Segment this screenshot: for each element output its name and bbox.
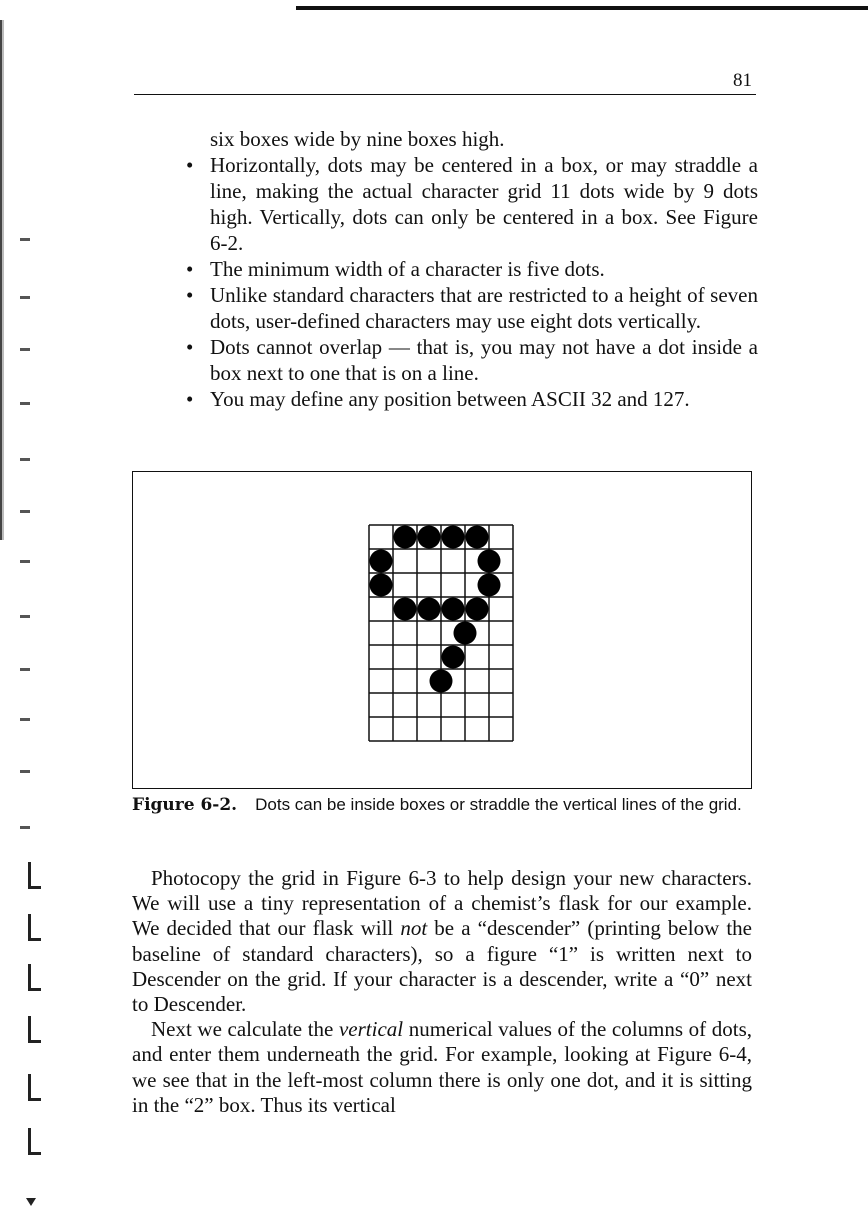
grid-dot [370, 574, 393, 597]
margin-tick [20, 718, 30, 721]
margin-bracket [28, 914, 41, 941]
margin-bracket [28, 1074, 41, 1101]
grid-dot [370, 550, 393, 573]
top-edge-rule [296, 6, 868, 10]
grid-dot [466, 526, 489, 549]
margin-bracket [28, 1128, 41, 1155]
grid-dot [418, 598, 441, 621]
margin-tick [20, 238, 30, 241]
grid-dot [418, 526, 441, 549]
body-text [186, 126, 758, 412]
scan-left-edge [0, 20, 9, 540]
paragraph-text: Next we calculate the [151, 1017, 339, 1042]
paragraph-text: Photocopy the grid in Figure 6-3 to help design your new characters. We will use a tiny representation of a chemist’s flask for our example. We decided that our flask will [132, 866, 752, 941]
margin-tick [20, 296, 30, 299]
header-rule [134, 94, 756, 95]
paragraph-text: numerical values of the columns of dots, and enter them underneath the grid. For example, looking at Figure 6-4, we see that in the left-most column there is only one dot, and it is sitting in the “2” box. Thus its vertical [132, 1017, 752, 1117]
margin-tick [20, 510, 30, 513]
grid-dot [442, 646, 465, 669]
figure-caption [132, 794, 754, 816]
grid-dot [430, 670, 453, 693]
margin-tick [20, 348, 30, 351]
margin-bracket [28, 1016, 41, 1043]
margin-tick [20, 560, 30, 563]
grid-dot [394, 526, 417, 549]
margin-arrow [26, 1198, 36, 1206]
margin-tick [20, 458, 30, 461]
grid-dot [478, 550, 501, 573]
caption-text: Dots can be inside boxes or straddle the vertical lines of the grid. [255, 795, 742, 814]
margin-tick [20, 402, 30, 405]
figure-label: Figure 6-2. [132, 795, 238, 815]
grid-dot [442, 526, 465, 549]
margin-tick [20, 668, 30, 671]
grid-dot [394, 598, 417, 621]
list-item: • Horizontally, dots may be centered in a box, or may straddle a line, making the actual character grid 11 dots wide by 9 dots high. Vertically, dots can only be centered in a box. See Figure 6-2. [186, 152, 758, 256]
section-text [132, 866, 752, 1118]
list-item: • Dots cannot overlap — that is, you may not have a dot inside a box next to one that is on a line. [186, 334, 758, 386]
rules-list [186, 152, 758, 412]
page-number: 81 [733, 70, 752, 91]
grid-dot [454, 622, 477, 645]
list-item: • Unlike standard characters that are restricted to a height of seven dots, user-defined characters may use eight dots vertically. [186, 282, 758, 334]
emphasis-text: vertical [338, 1017, 404, 1042]
margin-tick [20, 770, 30, 773]
paragraph-text: be a “descender” (printing below the baseline of standard characters), so a figure “1” is written next to Descender on the grid. If your character is a descender, write a “0” next to Descender. [132, 916, 752, 1017]
margin-tick [20, 826, 30, 829]
paragraph [132, 866, 752, 1017]
grid-dot [478, 574, 501, 597]
grid-dot [442, 598, 465, 621]
margin-bracket [28, 862, 41, 889]
dot-matrix-grid [366, 522, 516, 744]
margin-tick [20, 615, 30, 618]
grid-dot [466, 598, 489, 621]
margin-bracket [28, 964, 41, 991]
intro-line: six boxes wide by nine boxes high. [210, 127, 505, 151]
paragraph [132, 1017, 752, 1118]
list-item: • The minimum width of a character is five dots. [186, 256, 758, 282]
list-item: • You may define any position between ASCII 32 and 127. [186, 386, 758, 412]
emphasis-text: not [400, 916, 428, 941]
